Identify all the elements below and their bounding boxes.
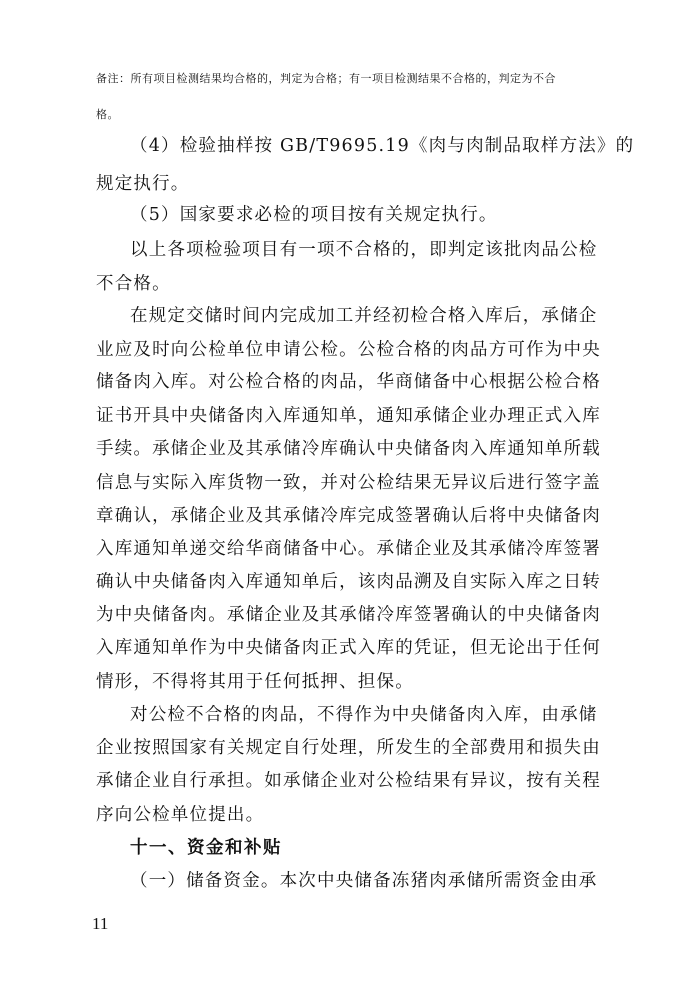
paragraph-line: 信息与实际入库货物一致，并对公检结果无异议后进行签字盖 xyxy=(96,473,601,493)
paragraph-line: （4）检验抽样按 GB/T9695.19《肉与肉制品取样方法》的 xyxy=(130,136,635,156)
paragraph-line: 以上各项检验项目有一项不合格的，即判定该批肉品公检 xyxy=(130,240,598,260)
paragraph-line: 证书开具中央储备肉入库通知单，通知承储企业办理正式入库 xyxy=(96,406,601,426)
paragraph-line: 为中央储备肉。承储企业及其承储冷库签署确认的中央储备肉 xyxy=(96,605,601,625)
paragraph-line: 在规定交储时间内完成加工并经初检合格入库后，承储企 xyxy=(130,306,598,326)
paragraph-line: 不合格。 xyxy=(96,274,171,294)
section-heading: 十一、资金和补贴 xyxy=(130,838,282,858)
paragraph-line: 入库通知单递交给华商储备中心。承储企业及其承储冷库签署 xyxy=(96,539,601,559)
footnote-line: 备注：所有项目检测结果均合格的，判定为合格；有一项目检测结果不合格的，判定为不合 xyxy=(96,72,556,85)
footnote-line: 格。 xyxy=(96,108,119,121)
paragraph-line: 手续。承储企业及其承储冷库确认中央储备肉入库通知单所载 xyxy=(96,439,601,459)
paragraph-line: 对公检不合格的肉品，不得作为中央储备肉入库，由承储 xyxy=(130,705,598,725)
paragraph-line: 企业按照国家有关规定自行处理，所发生的全部费用和损失由 xyxy=(96,738,601,758)
paragraph-line: 情形，不得将其用于任何抵押、担保。 xyxy=(96,672,414,692)
paragraph-line: （一）储备资金。本次中央储备冻猪肉承储所需资金由承 xyxy=(130,871,598,891)
page-number: 11 xyxy=(92,914,109,933)
paragraph-line: 序向公检单位提出。 xyxy=(96,805,265,825)
paragraph-line: （5）国家要求必检的项目按有关规定执行。 xyxy=(130,205,498,225)
paragraph-line: 规定执行。 xyxy=(96,174,190,194)
paragraph-line: 确认中央储备肉入库通知单后，该肉品溯及自实际入库之日转 xyxy=(96,572,601,592)
paragraph-line: 入库通知单作为中央储备肉正式入库的凭证，但无论出于任何 xyxy=(96,638,601,658)
paragraph-line: 承储企业自行承担。如承储企业对公检结果有异议，按有关程 xyxy=(96,771,601,791)
paragraph-line: 业应及时向公检单位申请公检。公检合格的肉品方可作为中央 xyxy=(96,340,601,360)
paragraph-line: 章确认，承储企业及其承储冷库完成签署确认后将中央储备肉 xyxy=(96,506,601,526)
paragraph-line: 储备肉入库。对公检合格的肉品，华商储备中心根据公检合格 xyxy=(96,372,601,392)
